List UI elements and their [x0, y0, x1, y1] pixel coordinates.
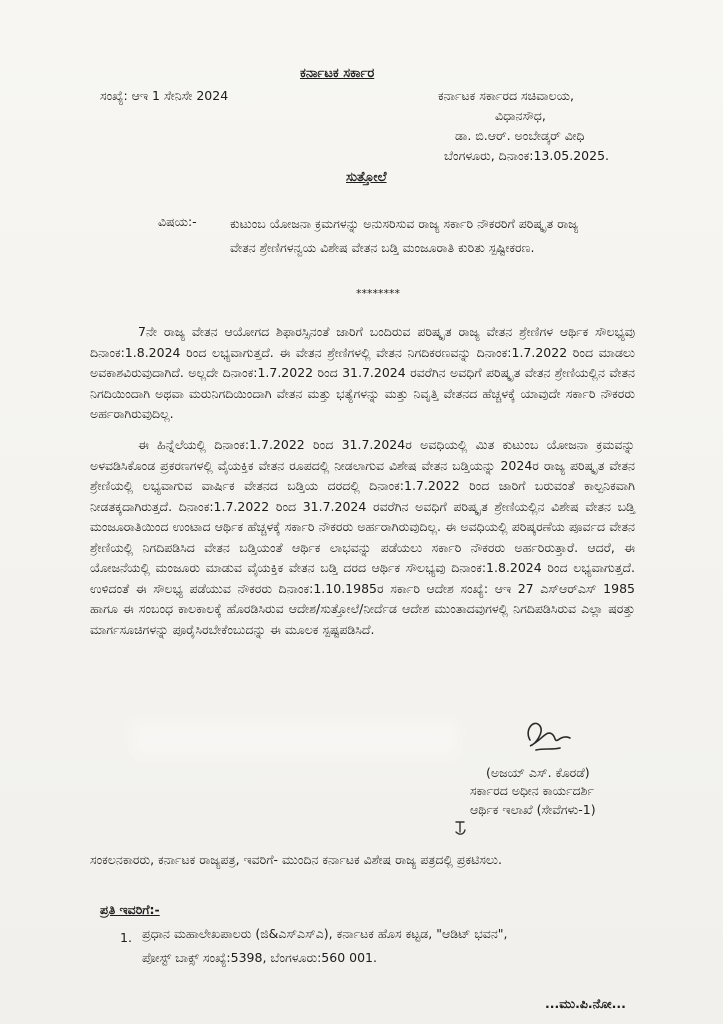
order-title: ಸುತ್ತೋಲೆ [346, 170, 387, 185]
scan-smudge [130, 720, 460, 760]
address-line-1: ಕರ್ನಾಟಕ ಸರ್ಕಾರದ ಸಚಿವಾಲಯ, [438, 88, 574, 103]
copy-to-heading: ಪ್ರತಿ ಇವರಿಗೆ:- [100, 902, 160, 917]
copy-item-line-2: ಪೋಸ್ಟ್ ಬಾಕ್ಸ್ ಸಂಖ್ಯೆ:5398, ಬೆಂಗಳೂರು:560 001. [142, 950, 377, 965]
subject-label: ವಿಷಯ:- [158, 214, 197, 229]
reference-number: ಸಂಖ್ಯೆ: ಆಇ 1 ಸೇನಿಸೇ 2024 [100, 88, 229, 103]
page-turn-over: ...ಮು.ಪಿ.ನೋ... [545, 996, 626, 1011]
body-paragraph-2: ಈ ಹಿನ್ನೆಲೆಯಲ್ಲಿ ದಿನಾಂಕ:1.7.2022 ರಿಂದ 31.7.2024ರ ಅವಧಿಯಲ್ಲಿ ಮಿತ ಕುಟುಂಬ ಯೋಜನಾ ಕ್ರಮವನ್ನು ಅಳವಡಿಸಿಕೊಂಡ ಪ್ರಕರಣಗಳಲ್ಲಿ ವೈಯಕ್ತಿಕ ವೇತನ ರೂಪದಲ್ಲಿ ನೀಡಲಾಗುವ ವಿಶೇಷ ವೇತನ ಬಡ್ತಿಯನ್ನು 2024ರ ರಾಜ್ಯ ಪರಿಷ್ಕೃತ ವೇತನ ಶ್ರೇಣಿಯಲ್ಲಿ ಲಭ್ಯವಾಗುವ ವಾರ್ಷಿಕ ವೇತನದ ಬಡ್ತಿಯ ದರದಲ್ಲಿ ದಿನಾಂಕ:1.7.2022 ರಿಂದ ಜಾರಿಗೆ ಬರುವಂತೆ ಕಾಲ್ಪನಿಕವಾಗಿ ನೀಡತಕ್ಕದಾಗಿರುತ್ತದೆ. ದಿನಾಂಕ:1.7.2022 ರಿಂದ 31.7.2024 ರವರೆಗಿನ ಅವಧಿಗೆ ಪರಿಷ್ಕೃತ ಶ್ರೇಣಿಯಲ್ಲಿನ ವಿಶೇಷ ವೇತನ ಬಡ್ತಿ ಮಂಜೂರಾತಿಯಿಂದ ಉಂಟಾದ ಆರ್ಥಿಕ ಹೆಚ್ಚಳಕ್ಕೆ ಸರ್ಕಾರಿ ನೌಕರರು ಅರ್ಹರಾಗಿರುವುದಿಲ್ಲ. ಈ ಅವಧಿಯಲ್ಲಿ ಪರಿಷ್ಕರಣೆಯ ಪೂರ್ವದ ವೇತನ ಶ್ರೇಣಿಯಲ್ಲಿ ನಿಗದಿಪಡಿಸಿದ ವೇತನ ಬಡ್ತಿಯಂತೆ ಆರ್ಥಿಕ ಲಾಭವನ್ನು ಪಡೆಯಲು ಸರ್ಕಾರಿ ನೌಕರರು ಅರ್ಹರಿರುತ್ತಾರೆ. ಆದರೆ, ಈ ಯೋಜನೆಯಲ್ಲಿ ಮಂಜೂರು ಮಾಡುವ ವೈಯಕ್ತಿಕ ವೇತನ ಬಡ್ತಿ ದರದ ಆರ್ಥಿಕ ಸೌಲಭ್ಯವು ದಿನಾಂಕ:1.8.2024 ರಿಂದ ಲಭ್ಯವಾಗುತ್ತದೆ. ಉಳಿದಂತೆ ಈ ಸೌಲಭ್ಯ ಪಡೆಯುವ ನೌಕರರು ದಿನಾಂಕ:1.10.1985ರ ಸರ್ಕಾರಿ ಆದೇಶ ಸಂಖ್ಯೆ: ಆಇ 27 ಎಸ್‌ಆರ್‌ಎಸ್ 1985 ಹಾಗೂ ಈ ಸಂಬಂಧ ಕಾಲಕಾಲಕ್ಕೆ ಹೊರಡಿಸಿರುವ ಆದೇಶ/ಸುತ್ತೋಲೆ/ನೀರ್ದೆಡ ಆದೇಶ ಮುಂತಾದವುಗಳಲ್ಲಿ ನಿಗದಿಪಡಿಸಿರುವ ಎಲ್ಲಾ ಷರತ್ತು ಮಾರ್ಗಸೂಚಿಗಳನ್ನು ಪೂರೈಸಿರಬೇಕೆಂಬುದನ್ನು ಈ ಮೂಲಕ ಸ್ಪಷ್ಟಪಡಿಸಿದೆ. [90, 437, 635, 637]
address-line-2: ವಿಧಾನಸೌಧ, [495, 108, 546, 123]
signatory-name: (ಅಜಯ್ ಎಸ್. ಕೊರಡೆ) [486, 765, 590, 780]
government-title: ಕರ್ನಾಟಕ ಸರ್ಕಾರ [300, 66, 375, 81]
initial-mark [452, 818, 470, 838]
copy-item-line-1: ಪ್ರಧಾನ ಮಹಾಲೇಖಪಾಲರು (ಜಿ&ಎಸ್‌ಎಸ್‌ಎ), ಕರ್ನಾಟಕ ಹೊಸ ಕಟ್ಟಡ, "ಆಡಿಟ್ ಭವನ", [142, 926, 508, 941]
subject-text: ಕುಟುಂಬ ಯೋಜನಾ ಕ್ರಮಗಳನ್ನು ಅನುಸರಿಸುವ ರಾಜ್ಯ ಸರ್ಕಾರಿ ನೌಕರರಿಗೆ ಪರಿಷ್ಕೃತ ರಾಜ್ಯ ವೇತನ ಶ್ರೇಣಿಗಳನ್ವಯ ವಿಶೇಷ ವೇತನ ಬಡ್ತಿ ಮಂಜೂರಾತಿ ಕುರಿತು ಸ್ಪಷ್ಟೀಕರಣ. [230, 216, 579, 255]
signature-mark [516, 710, 580, 758]
address-line-3: ಡಾ. ಬಿ.ಆರ್. ಅಂಬೇಡ್ಕರ್ ವೀಧಿ [455, 128, 585, 143]
compiler-note: ಸಂಕಲನಕಾರರು, ಕರ್ನಾಟಕ ರಾಜ್ಯಪತ್ರ, ಇವರಿಗೆ- ಮುಂದಿನ ಕರ್ನಾಟಕ ವಿಶೇಷ ರಾಜ್ಯ ಪತ್ರದಲ್ಲಿ ಪ್ರಕಟಿಸಲು. [90, 852, 502, 867]
address-date-line: ಬೆಂಗಳೂರು, ದಿನಾಂಕ:13.05.2025. [444, 148, 609, 163]
copy-item-number: 1. [120, 930, 132, 945]
signatory-designation: ಸರ್ಕಾರದ ಅಧೀನ ಕಾರ್ಯದರ್ಶಿ [470, 783, 594, 798]
separator-stars: ******** [356, 287, 400, 300]
body-paragraph-1: 7ನೇ ರಾಜ್ಯ ವೇತನ ಆಯೋಗದ ಶಿಫಾರಸ್ಸಿನಂತೆ ಜಾರಿಗೆ ಬಂದಿರುವ ಪರಿಷ್ಕೃತ ರಾಜ್ಯ ವೇತನ ಶ್ರೇಣಿಗಳ ಆರ್ಥಿಕ ಸೌಲಭ್ಯವು ದಿನಾಂಕ:1.8.2024 ರಿಂದ ಲಭ್ಯವಾಗುತ್ತದೆ. ಈ ವೇತನ ಶ್ರೇಣಿಗಳಲ್ಲಿ ವೇತನ ನಿಗದಿಕರಣವನ್ನು ದಿನಾಂಕ:1.7.2022 ರಿಂದ ಮಾಡಲು ಅವಕಾಶವಿರುವುದಾಗಿದೆ. ಅಲ್ಲದೇ ದಿನಾಂಕ:1.7.2022 ರಿಂದ 31.7.2024 ರವರೆಗಿನ ಅವಧಿಗೆ ಪರಿಷ್ಕೃತ ವೇತನ ಶ್ರೇಣಿಯಲ್ಲಿನ ವೇತನ ನಿಗದಿಯಿಂದಾಗಿ ಅಥವಾ ಮರುನಿಗದಿಯಿಂದಾಗಿ ವೇತನ ಮತ್ತು ಭತ್ಯೆಗಳನ್ನು ಮತ್ತು ನಿವೃತ್ತಿ ವೇತನದ ಹೆಚ್ಚಳಕ್ಕೆ ಯಾವುದೇ ಸರ್ಕಾರಿ ನೌಕರರು ಅರ್ಹರಾಗಿರುವುದಿಲ್ಲ. [90, 324, 635, 421]
signatory-department: ಆರ್ಥಿಕ ಇಲಾಖೆ (ಸೇವೆಗಳು-1) [470, 802, 596, 817]
